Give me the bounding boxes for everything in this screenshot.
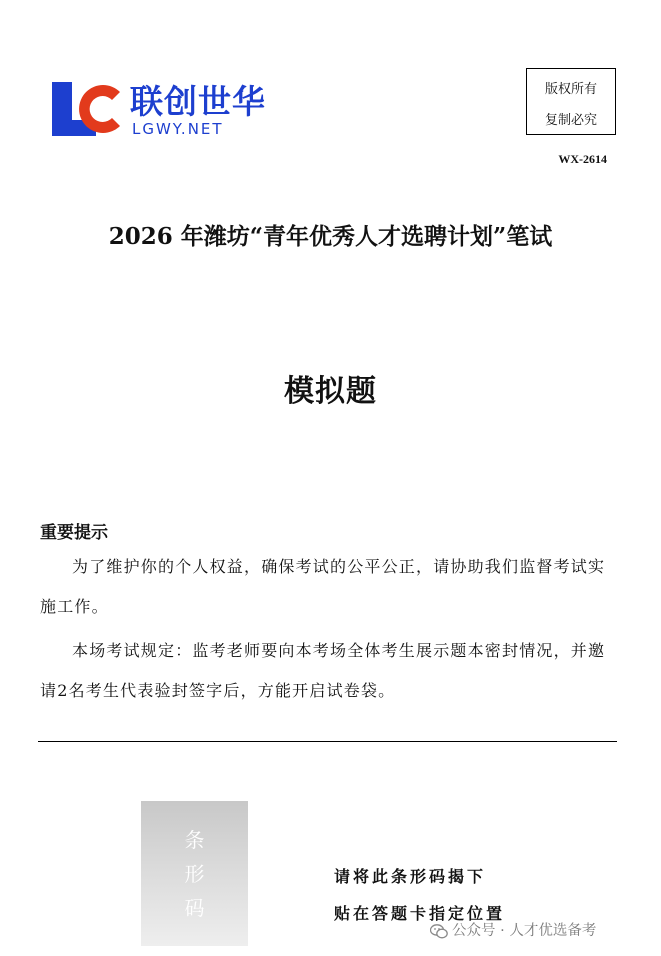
divider [38,741,617,742]
barcode-char: 码 [184,896,205,920]
barcode-instruction: 请将此条形码揭下 [334,867,487,886]
barcode-char: 形 [184,862,205,886]
lc-logo-mark-icon [52,82,122,136]
notice-paragraph: 本场考试规定：监考老师要向本考场全体考生展示题本密封情况，并邀请2名考生代表验封签字后，方能开启试卷袋。 [40,641,606,700]
document-subtitle: 模拟题 [284,374,377,409]
copyright-line-1: 版权所有 [544,82,597,97]
document-code: WX-2614 [558,152,607,166]
barcode-instruction: 贴在答题卡指定位置 [334,904,506,923]
barcode-char: 条 [184,828,205,852]
barcode-placeholder [141,801,248,946]
brand-name-en: LGWY.NET [132,120,224,138]
notice-heading: 重要提示 [40,523,108,543]
watermark-text: 公众号 · 人才优选备考 [452,923,597,939]
copyright-box [526,68,616,135]
copyright-line-2: 复制必究 [544,113,597,128]
brand-name-cn: 联创世华 [130,82,266,121]
watermark [430,919,596,940]
document-title: 2026 年潍坊“青年优秀人才选聘计划”笔试 [108,223,553,250]
notice-paragraph: 为了维护你的个人权益，确保考试的公平公正，请协助我们监督考试实施工作。 [40,557,606,616]
brand-logo [52,82,282,138]
wechat-icon [430,924,448,939]
